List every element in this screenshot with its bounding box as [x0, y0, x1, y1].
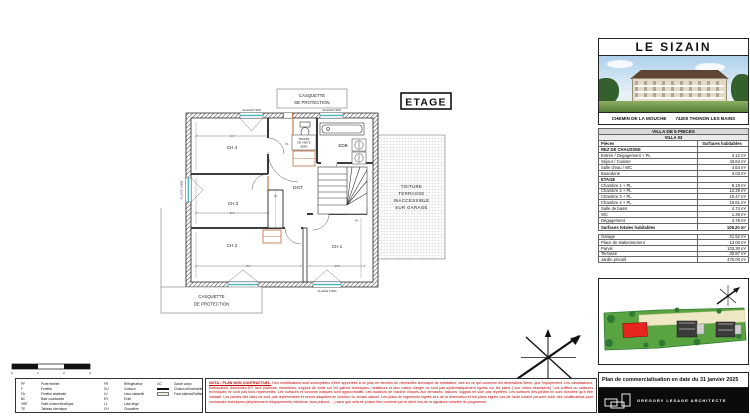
nota-disclaimer: [205, 378, 597, 413]
date-text: Plan de commercialisation en date du 31 janvier 2025: [602, 377, 739, 383]
casquette-bottom: [161, 208, 262, 313]
legend-item: CU Cuisson: [104, 387, 136, 391]
project-photo: [599, 56, 748, 112]
svg-text:ALLEGE 0.90M: ALLEGE 0.90M: [180, 180, 184, 200]
table-total-row: Surfaces totales habitables 109.20 m²: [598, 224, 749, 231]
svg-text:DE PROTECTION: DE PROTECTION: [193, 301, 230, 307]
address-city: 74200 THONON LES BAINS: [675, 116, 736, 121]
room-label-ch3: CH 3: [227, 201, 239, 206]
legend-item: FA Fenêtre abattante: [21, 392, 67, 396]
legend-box: [15, 378, 203, 413]
svg-text:ALLEGE 0.90M: ALLEGE 0.90M: [322, 109, 341, 112]
svg-text:417: 417: [229, 134, 235, 139]
project-address: [599, 112, 748, 124]
site-building-highlighted: [623, 322, 648, 337]
table-row: Salle d'eau / WC 4.64 m²: [598, 165, 749, 171]
photo-balconies: [635, 81, 724, 99]
table-row: Parvis 103.30 m²: [598, 246, 749, 252]
svg-text:363: 363: [229, 211, 235, 216]
roof-terrace: [378, 135, 445, 259]
architect-logo-icon: [604, 392, 632, 409]
casquette-top: [277, 89, 347, 108]
svg-text:CASQUETTE: CASQUETTE: [298, 93, 326, 98]
svg-text:ALLEGE 0.90M: ALLEGE 0.90M: [317, 290, 337, 293]
roof-terrace-label: TOITURE: [400, 184, 423, 189]
table-row: Séjour / Cuisine 43.64 m²: [598, 159, 749, 165]
trappe-label: DE VISITE: [297, 141, 311, 145]
surface-table: [598, 128, 749, 263]
legend-item: Faux plafond/Soffite: [157, 392, 202, 397]
roof-terrace-label: INACCESSIBLE: [393, 198, 430, 203]
col-header-pieces: Pièces: [599, 141, 698, 146]
legend-item: FR Réfrigérateur: [104, 382, 143, 386]
trappe-label: 80/80: [300, 145, 308, 149]
table-title-villa-number: VILLA 03: [598, 135, 749, 141]
legend-item: LL Lave-linge: [104, 402, 139, 406]
table-row: REZ DE CHAUSSEE: [598, 147, 749, 153]
table-row: Garage 21.52 m²: [598, 234, 749, 240]
architect-name: GREGORY LESAGE ARCHITECTE: [637, 398, 727, 403]
photo-building: [632, 78, 727, 102]
room-label-ch1: CH 1: [331, 244, 343, 249]
stairs: [318, 167, 367, 214]
site-plan: [598, 278, 749, 365]
table-row: Entrée / Dégagement + PL 4.12 m²: [598, 153, 749, 159]
svg-text:ALLEGE 0.90M: ALLEGE 0.90M: [242, 109, 261, 112]
roof-terrace-label: TERRASSE: [398, 191, 425, 196]
table-row: Buanderie 3.03 m²: [598, 171, 749, 177]
table-row: Chambre 4 + PL 10.81 m²: [598, 200, 749, 206]
table-row: Chambre 2 + PL 12.39 m²: [598, 189, 749, 195]
title-block: [598, 38, 749, 125]
legend-item: PF Porte fenêtre: [21, 382, 60, 386]
table-row: Chambre 1 + PL 9.19 m²: [598, 183, 749, 189]
svg-text:CASQUETTE: CASQUETTE: [198, 294, 225, 299]
legend-item: LV Lave-vaisselle: [104, 392, 145, 396]
legend-item: BC Baie coulissante: [21, 397, 65, 401]
table-row: Salle de bains 4.74 m²: [598, 206, 749, 212]
trappe-label: TRAPPE: [298, 137, 310, 141]
table-title-villa-type: VILLA DE 5 PIECES: [598, 128, 749, 135]
legend-item: Cloison démontable: [157, 387, 202, 392]
svg-text:463: 463: [245, 264, 251, 269]
table-row: WC 1.39 m²: [598, 212, 749, 218]
svg-text:2: 2: [63, 371, 65, 375]
table-row: Dégagement 4.78 m²: [598, 218, 749, 224]
photo-tree: [731, 74, 748, 104]
project-title: LE SIZAIN: [599, 39, 748, 56]
table-row: Chambre 3 + PL 10.47 m²: [598, 194, 749, 200]
col-header-surfaces: Surfaces habitables: [702, 141, 742, 147]
architect-bar: [598, 388, 749, 413]
drawing-title-text: ETAGE: [405, 96, 447, 109]
drawing-title: [401, 93, 451, 109]
nota-body: Des modifications sont susceptibles d'être apportées à ce plan en fonction de nécessités technique de réalisation, tant en ce qui concerne les dimensions libres, que l'équipement. Les canalisations, barbacanes, descentes EP, faux plafonds, retombées, trappes de visite sur les gaines techniques, radiateurs et faux mains d'angle ne sont pas systématiquement figurés sur les plans ( voir notice descriptive). Les soffites ou caissons techniques ne sont pas tous représentés. Les surfaces et volumes indiqués sont approximatifs. Les hauteurs de marche d'accès aux terrasses, balcons, loggias ne sont pas répétées. Les surfaces des jardins ne sont données qu'à titre indicatif. Les pentes des talus ne sont pas représentées et seront adaptées en fonction du terrain naturel. Les plans de logements signés lors de la réservation et les plans signés lors de l'acte notarié peuvent subir des modifications pour contraintes techniques (déplacement d'équipements intérieurs, faux plafond, ...) sans que cela ne puisse être contesté par le client lors de la signature notariée du programme.: [209, 381, 593, 404]
address-street: CHEMIN DE LA MOUCHE: [611, 116, 667, 121]
legend-column-equipment: [104, 382, 144, 412]
legend-item: GC Garde corps: [157, 382, 192, 386]
scale-bar: [11, 364, 91, 375]
commercialisation-date: [598, 372, 749, 388]
legend-item: TE Tableau électrique: [21, 407, 67, 411]
svg-text:PL: PL: [285, 143, 289, 146]
site-plan-svg: [599, 279, 748, 364]
legend-item: EV Evier: [104, 397, 132, 401]
photo-cloud: [607, 60, 633, 68]
svg-text:PL: PL: [355, 219, 359, 223]
svg-text:PL: PL: [274, 195, 278, 198]
table-row: Place de stationnement 13.00 m²: [598, 240, 749, 246]
partition-symbol: [157, 388, 169, 390]
svg-text:3: 3: [89, 371, 91, 375]
room-label-dgt: DGT: [293, 185, 303, 190]
svg-text:0: 0: [11, 371, 13, 375]
legend-item: CH Chaudière: [104, 407, 139, 411]
north-arrow-icon: [517, 329, 581, 385]
nota-title: NOTA : PLAN NON CONTRACTUEL.: [209, 381, 272, 385]
svg-text:250: 250: [334, 264, 340, 269]
room-label-ch2: CH 2: [226, 243, 238, 248]
legend-item: VRE Volet roulant électrique: [21, 402, 74, 406]
roof-terrace-label: SUR GARAGE: [395, 205, 428, 210]
legend-column-openings: [21, 382, 73, 412]
window-small-top: [283, 113, 293, 118]
table-row: Jardin privatif 470.00 m²: [598, 257, 749, 263]
svg-text:DE PROTECTION: DE PROTECTION: [294, 100, 330, 105]
photo-grass: [599, 101, 748, 112]
trappe-box: [292, 135, 316, 150]
radiator-icons: [352, 139, 366, 164]
legend-item: F Fenêtre: [21, 387, 52, 391]
soffit-symbol: [157, 392, 169, 396]
room-label-ch4: CH 4: [226, 145, 238, 150]
room-label-sdb: SDB: [338, 143, 348, 148]
bathtub-icon: [320, 123, 364, 135]
legend-column-symbols: [157, 382, 202, 397]
table-row: ETAGE: [598, 177, 749, 183]
svg-text:1: 1: [37, 371, 39, 375]
site-north-arrow-icon: [717, 285, 740, 306]
table-row: Terrasse 30.87 m²: [598, 252, 749, 258]
